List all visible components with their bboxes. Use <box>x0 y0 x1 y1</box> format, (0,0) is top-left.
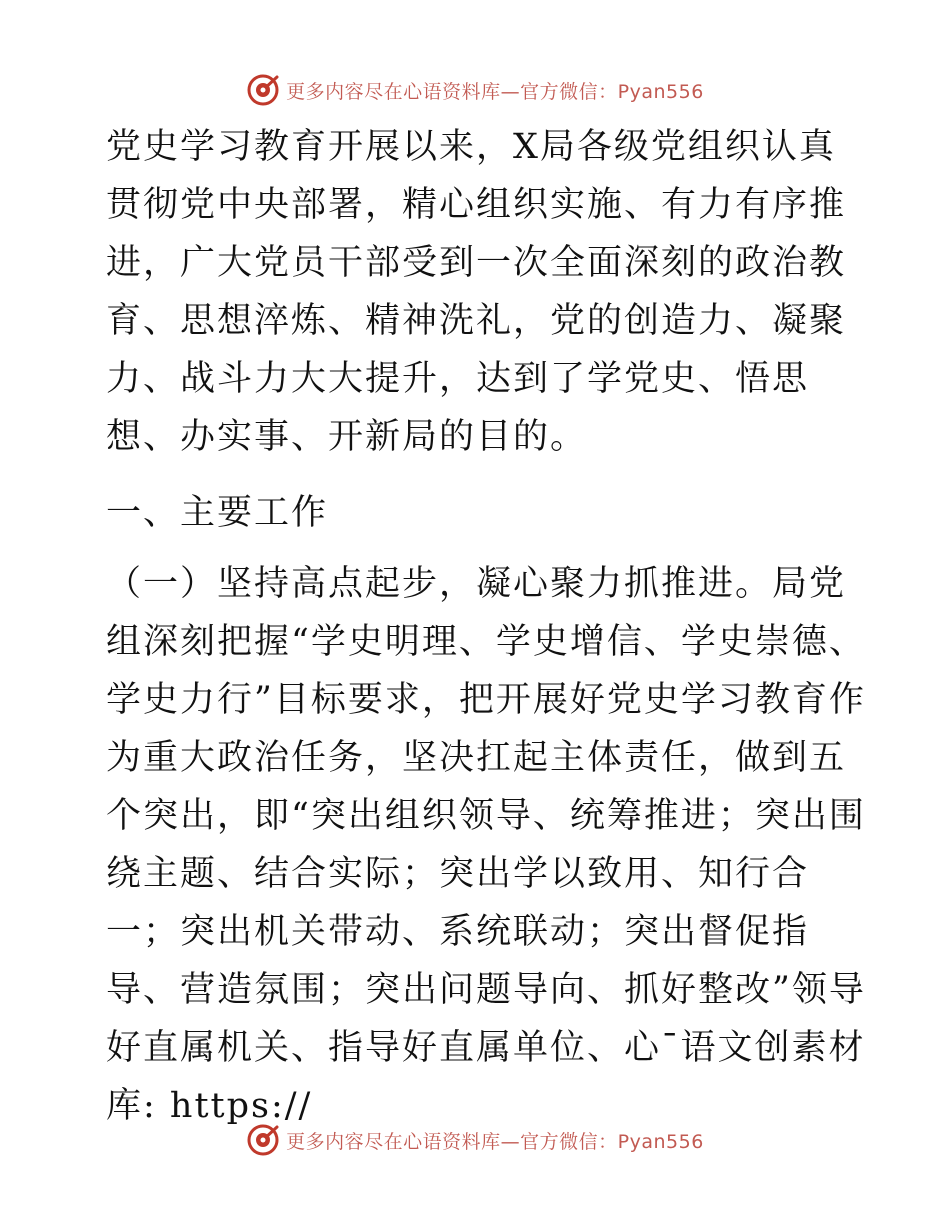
section-heading: 一、主要工作 <box>106 493 329 533</box>
banner-text: 更多内容尽在心语资料库—官方微信：Pyan556 <box>286 1130 704 1153</box>
red-circle-pen-logo-icon <box>246 73 280 107</box>
red-circle-pen-logo-icon <box>246 1123 280 1157</box>
section-1-paragraph: （一）坚持高点起步，凝心聚力抓推进。局党组深刻把握“学史明理、学史增信、学史崇德、学史力行”目标要求，把开展好党史学习教育作为重大政治任务，坚决扛起主体责任，做到五个突出，即“突出组织领导、统筹推进；突出围绕主题、结合实际；突出学以致用、知行合一；突出机关带动、系统联动；突出督促指导、营造氛围；突出问题导向、抓好整改”领导好直属机关、指导好直属单位、心¯语文创素材库: https:// <box>106 564 866 1126</box>
banner-text: 更多内容尽在心语资料库—官方微信：Pyan556 <box>286 80 704 103</box>
intro-paragraph: 党史学习教育开展以来，X局各级党组织认真贯彻党中央部署，精心组织实施、有力有序推进，广大党员干部受到一次全面深刻的政治教育、思想淬炼、精神洗礼，党的创造力、凝聚力、战斗力大大提升，达到了学党史、悟思想、办实事、开新局的目的。 <box>106 127 847 457</box>
footer-banner <box>0 1120 950 1160</box>
header-banner <box>0 70 950 110</box>
